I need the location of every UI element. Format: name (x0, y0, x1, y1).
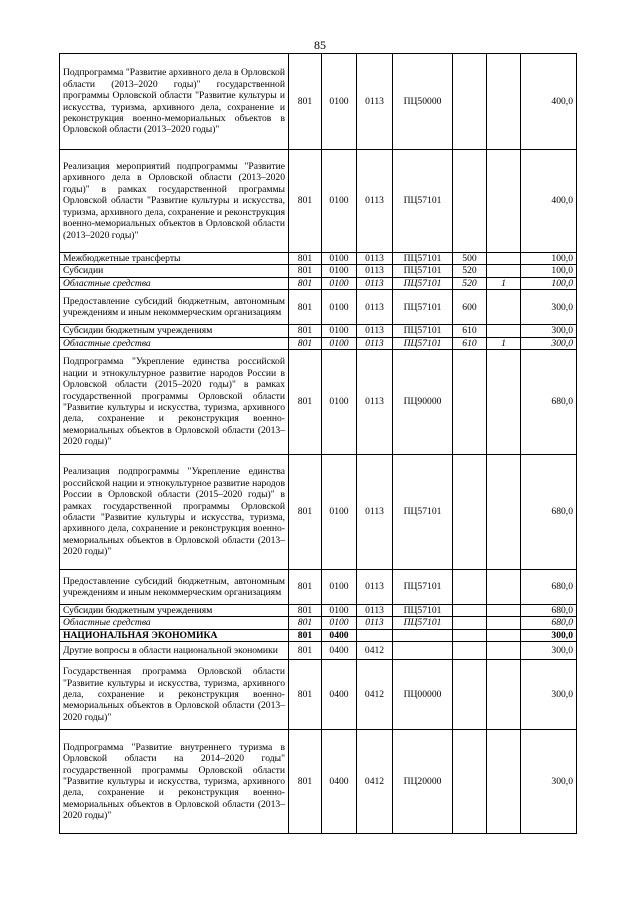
table-row (60, 150, 577, 253)
code-cell: 0412 (357, 642, 393, 660)
code-cell: 801 (289, 290, 322, 325)
code-cell: ПЦ57101 (393, 265, 453, 277)
table-row (60, 54, 577, 150)
code-cell: ПЦ57101 (393, 617, 453, 629)
row-name-cell: Другие вопросы в области национальной экономики (60, 642, 289, 660)
code-cell (393, 629, 453, 641)
amount-cell: 680,0 (521, 350, 577, 455)
code-cell (487, 730, 521, 834)
code-cell: 0113 (357, 54, 393, 150)
code-cell (453, 455, 487, 570)
code-cell: 1 (487, 277, 521, 289)
code-cell: 801 (289, 617, 322, 629)
code-cell: 0100 (322, 617, 357, 629)
code-cell: ПЦ57101 (393, 455, 453, 570)
code-cell (487, 54, 521, 150)
code-cell: 801 (289, 265, 322, 277)
row-name-cell: Субсидии бюджетным учреждениям (60, 605, 289, 617)
amount-cell: 300,0 (521, 629, 577, 641)
code-cell (453, 642, 487, 660)
code-cell (453, 617, 487, 629)
table-row (60, 325, 577, 337)
code-cell: 801 (289, 337, 322, 349)
code-cell: 0113 (357, 265, 393, 277)
code-cell (453, 605, 487, 617)
code-cell: 801 (289, 642, 322, 660)
code-cell: 0113 (357, 337, 393, 349)
row-name-cell: Областные средства (60, 617, 289, 629)
table-row (60, 730, 577, 834)
table-row (60, 660, 577, 730)
amount-cell: 100,0 (521, 253, 577, 265)
code-cell: 801 (289, 325, 322, 337)
code-cell: 801 (289, 730, 322, 834)
code-cell: 610 (453, 337, 487, 349)
code-cell: 520 (453, 277, 487, 289)
code-cell: 0400 (322, 730, 357, 834)
code-cell (453, 570, 487, 605)
code-cell: 0113 (357, 617, 393, 629)
table-row (60, 277, 577, 289)
code-cell: 1 (487, 337, 521, 349)
code-cell: 0113 (357, 325, 393, 337)
code-cell (487, 290, 521, 325)
code-cell (487, 642, 521, 660)
code-cell: ПЦ57101 (393, 605, 453, 617)
code-cell: 0113 (357, 290, 393, 325)
row-name-cell: Подпрограмма "Развитие внутреннего туризма в Орловской области на 2014–2020 годы" государственной программы Орловской области "Развитие культуры и искусства, туризма, архивного дела, сохранение и реконструкция военно-мемориальных объектов в Орловской области (2013–2020 годы)" (60, 730, 289, 834)
code-cell: 801 (289, 455, 322, 570)
code-cell (453, 730, 487, 834)
amount-cell: 300,0 (521, 290, 577, 325)
code-cell: 0100 (322, 605, 357, 617)
code-cell: 0100 (322, 350, 357, 455)
row-name-cell: НАЦИОНАЛЬНАЯ ЭКОНОМИКА (60, 629, 289, 641)
code-cell: ПЦ57101 (393, 325, 453, 337)
table-row (60, 290, 577, 325)
code-cell: 801 (289, 150, 322, 253)
table-row (60, 253, 577, 265)
row-name-cell: Субсидии бюджетным учреждениям (60, 325, 289, 337)
code-cell: 0100 (322, 570, 357, 605)
code-cell (453, 660, 487, 730)
amount-cell: 300,0 (521, 337, 577, 349)
code-cell: 0113 (357, 455, 393, 570)
code-cell (487, 629, 521, 641)
code-cell: 500 (453, 253, 487, 265)
table-row (60, 605, 577, 617)
code-cell: ПЦ57101 (393, 253, 453, 265)
code-cell: ПЦ57101 (393, 277, 453, 289)
table-row (60, 642, 577, 660)
code-cell: 0113 (357, 570, 393, 605)
code-cell (487, 265, 521, 277)
code-cell: ПЦ57101 (393, 150, 453, 253)
table-row (60, 455, 577, 570)
code-cell: 0113 (357, 277, 393, 289)
page-number: 85 (314, 38, 326, 52)
code-cell: 0100 (322, 455, 357, 570)
code-cell: 801 (289, 253, 322, 265)
code-cell (487, 455, 521, 570)
code-cell (357, 629, 393, 641)
code-cell: ПЦ00000 (393, 660, 453, 730)
code-cell: 0100 (322, 265, 357, 277)
code-cell (487, 617, 521, 629)
code-cell (453, 150, 487, 253)
code-cell: 801 (289, 350, 322, 455)
code-cell (453, 54, 487, 150)
table-row (60, 617, 577, 629)
table-row (60, 350, 577, 455)
row-name-cell: Подпрограмма "Укрепление единства российской нации и этнокультурное развитие народов России в Орловской области (2015–2020 годы)" в рамках государственной программы Орловской области "Развитие культуры и искусства, туризма, архивного дела, сохранение и реконструкция военно-мемориальных объектов в Орловской области (2013–2020 годы)" (60, 350, 289, 455)
amount-cell: 100,0 (521, 277, 577, 289)
code-cell (487, 605, 521, 617)
row-name-cell: Предоставление субсидий бюджетным, автономным учреждениям и иным некоммерческим организациям (60, 290, 289, 325)
table-row (60, 629, 577, 641)
code-cell (487, 150, 521, 253)
code-cell: 520 (453, 265, 487, 277)
amount-cell: 100,0 (521, 265, 577, 277)
code-cell: 801 (289, 629, 322, 641)
code-cell: 0100 (322, 54, 357, 150)
amount-cell: 400,0 (521, 54, 577, 150)
table-body (60, 54, 577, 834)
code-cell: 0412 (357, 730, 393, 834)
code-cell: 0100 (322, 150, 357, 253)
amount-cell: 680,0 (521, 455, 577, 570)
code-cell: 801 (289, 570, 322, 605)
code-cell: 0100 (322, 277, 357, 289)
amount-cell: 680,0 (521, 617, 577, 629)
amount-cell: 300,0 (521, 730, 577, 834)
row-name-cell: Областные средства (60, 337, 289, 349)
code-cell: ПЦ20000 (393, 730, 453, 834)
code-cell: 600 (453, 290, 487, 325)
code-cell: 0100 (322, 290, 357, 325)
amount-cell: 300,0 (521, 660, 577, 730)
code-cell (487, 350, 521, 455)
code-cell: 0400 (322, 660, 357, 730)
amount-cell: 680,0 (521, 570, 577, 605)
code-cell: 0100 (322, 337, 357, 349)
code-cell: 0113 (357, 605, 393, 617)
code-cell (393, 642, 453, 660)
code-cell: 0100 (322, 253, 357, 265)
code-cell: 0113 (357, 150, 393, 253)
row-name-cell: Предоставление субсидий бюджетным, автономным учреждениям и иным некоммерческим организациям (60, 570, 289, 605)
code-cell: ПЦ50000 (393, 54, 453, 150)
row-name-cell: Реализация подпрограммы "Укрепление единства российской нации и этнокультурное развитие народов России в Орловской области (2015–2020 годы)" в рамках государственной программы Орловской области "Развитие культуры и искусства, туризма, архивного дела, сохранение и реконструкция военно-мемориальных объектов в Орловской области (2013–2020 годы)" (60, 455, 289, 570)
code-cell: 0400 (322, 642, 357, 660)
code-cell (487, 325, 521, 337)
code-cell: ПЦ57101 (393, 290, 453, 325)
code-cell: ПЦ57101 (393, 337, 453, 349)
code-cell: 801 (289, 277, 322, 289)
table-row (60, 570, 577, 605)
code-cell: 0113 (357, 253, 393, 265)
code-cell: ПЦ90000 (393, 350, 453, 455)
table-row (60, 337, 577, 349)
code-cell: 0400 (322, 629, 357, 641)
row-name-cell: Межбюджетные трансферты (60, 253, 289, 265)
code-cell (487, 253, 521, 265)
amount-cell: 400,0 (521, 150, 577, 253)
amount-cell: 680,0 (521, 605, 577, 617)
row-name-cell: Подпрограмма "Развитие архивного дела в Орловской области (2013–2020 годы)" государственной программы Орловской области "Развитие культуры и искусства, туризма, архивного дела, сохранение и реконструкция военно-мемориальных объектов в Орловской области (2013–2020 годы)" (60, 54, 289, 150)
budget-table (59, 53, 577, 834)
row-name-cell: Субсидии (60, 265, 289, 277)
code-cell (487, 570, 521, 605)
row-name-cell: Областные средства (60, 277, 289, 289)
amount-cell: 300,0 (521, 325, 577, 337)
code-cell: ПЦ57101 (393, 570, 453, 605)
code-cell: 0100 (322, 325, 357, 337)
code-cell: 801 (289, 605, 322, 617)
code-cell: 610 (453, 325, 487, 337)
table-row (60, 265, 577, 277)
code-cell: 0113 (357, 350, 393, 455)
code-cell: 0412 (357, 660, 393, 730)
code-cell: 801 (289, 54, 322, 150)
code-cell: 801 (289, 660, 322, 730)
row-name-cell: Государственная программа Орловской области "Развитие культуры и искусства, туризма, архивного дела, сохранение и реконструкция военно-мемориальных объектов в Орловской области (2013–2020 годы)" (60, 660, 289, 730)
amount-cell: 300,0 (521, 642, 577, 660)
row-name-cell: Реализация мероприятий подпрограммы "Развитие архивного дела в Орловской области (2013–2020 годы)" в рамках государственной программы Орловской области "Развитие культуры и искусства, туризма, архивного дела, сохранение и реконструкция военно-мемориальных объектов в Орловской области (2013–2020 годы)" (60, 150, 289, 253)
code-cell (487, 660, 521, 730)
code-cell (453, 350, 487, 455)
code-cell (453, 629, 487, 641)
